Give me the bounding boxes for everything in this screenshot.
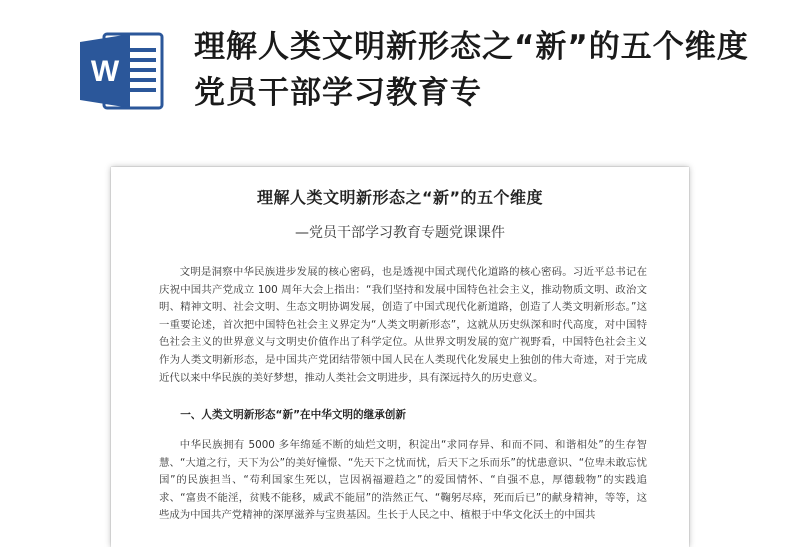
word-doc-icon	[78, 30, 164, 112]
header-title: 理解人类文明新形态之“新”的五个维度 党员干部学习教育专	[194, 29, 749, 111]
svg-text:W: W	[90, 55, 120, 88]
intro-paragraph: 文明是洞察中华民族进步发展的核心密码，也是透视中国式现代化道路的核心密码。习近平总书记在庆祝中国共产党成立 100 周年大会上指出：“我们坚持和发展中国特色社会主义，推动物质文明、政治文明、精神文明、社会文明、生态文明协调发展，创造了中国式现代化新道路，创造了人类文明新形态。”这一重要论述，首次把中国特色社会主义界定为“人类文明新形态”，这就从历史纵深和时代高度，对中国特色社会主义的世界意义与文明史价值作出了科学定位。从世界文明发展的宽广视野看，中国特色社会主义作为人类文明新形态，是中国共产党团结带领中国人民在人类现代化发展史上独创的伟大奇迹，对于完成近代以来中华民族的美好梦想，推动人类社会文明进步，具有深远持久的历史意义。	[159, 266, 647, 384]
document-subtitle: —党员干部学习教育专题党课课件	[295, 225, 505, 241]
banner-header	[0, 0, 800, 140]
section-heading: 一、人类文明新形态“新”在中华文明的继承创新	[180, 409, 406, 421]
section-paragraph: 中华民族拥有 5000 多年绵延不断的灿烂文明，积淀出“求同存异、和而不同、和谐相处”的生存智慧、“大道之行，天下为公”的美好憧憬、“先天下之忧而忧，后天下之乐而乐”的忧患意识、“位卑未敢忘忧国”的民族担当、“苟利国家生死以，岂因祸福避趋之”的爱国情怀、“自强不息，厚德载物”的实践追求、“富贵不能淫，贫贱不能移，威武不能屈”的浩然正气、“鞠躬尽瘁，死而后已”的献身精神，等等，这些成为中国共产党精神的深厚滋养与宝贵基因。生长于人民之中、植根于中华文化沃土的中国共	[159, 439, 647, 522]
document-title: 理解人类文明新形态之“新”的五个维度	[256, 188, 544, 207]
document-page	[111, 167, 689, 547]
